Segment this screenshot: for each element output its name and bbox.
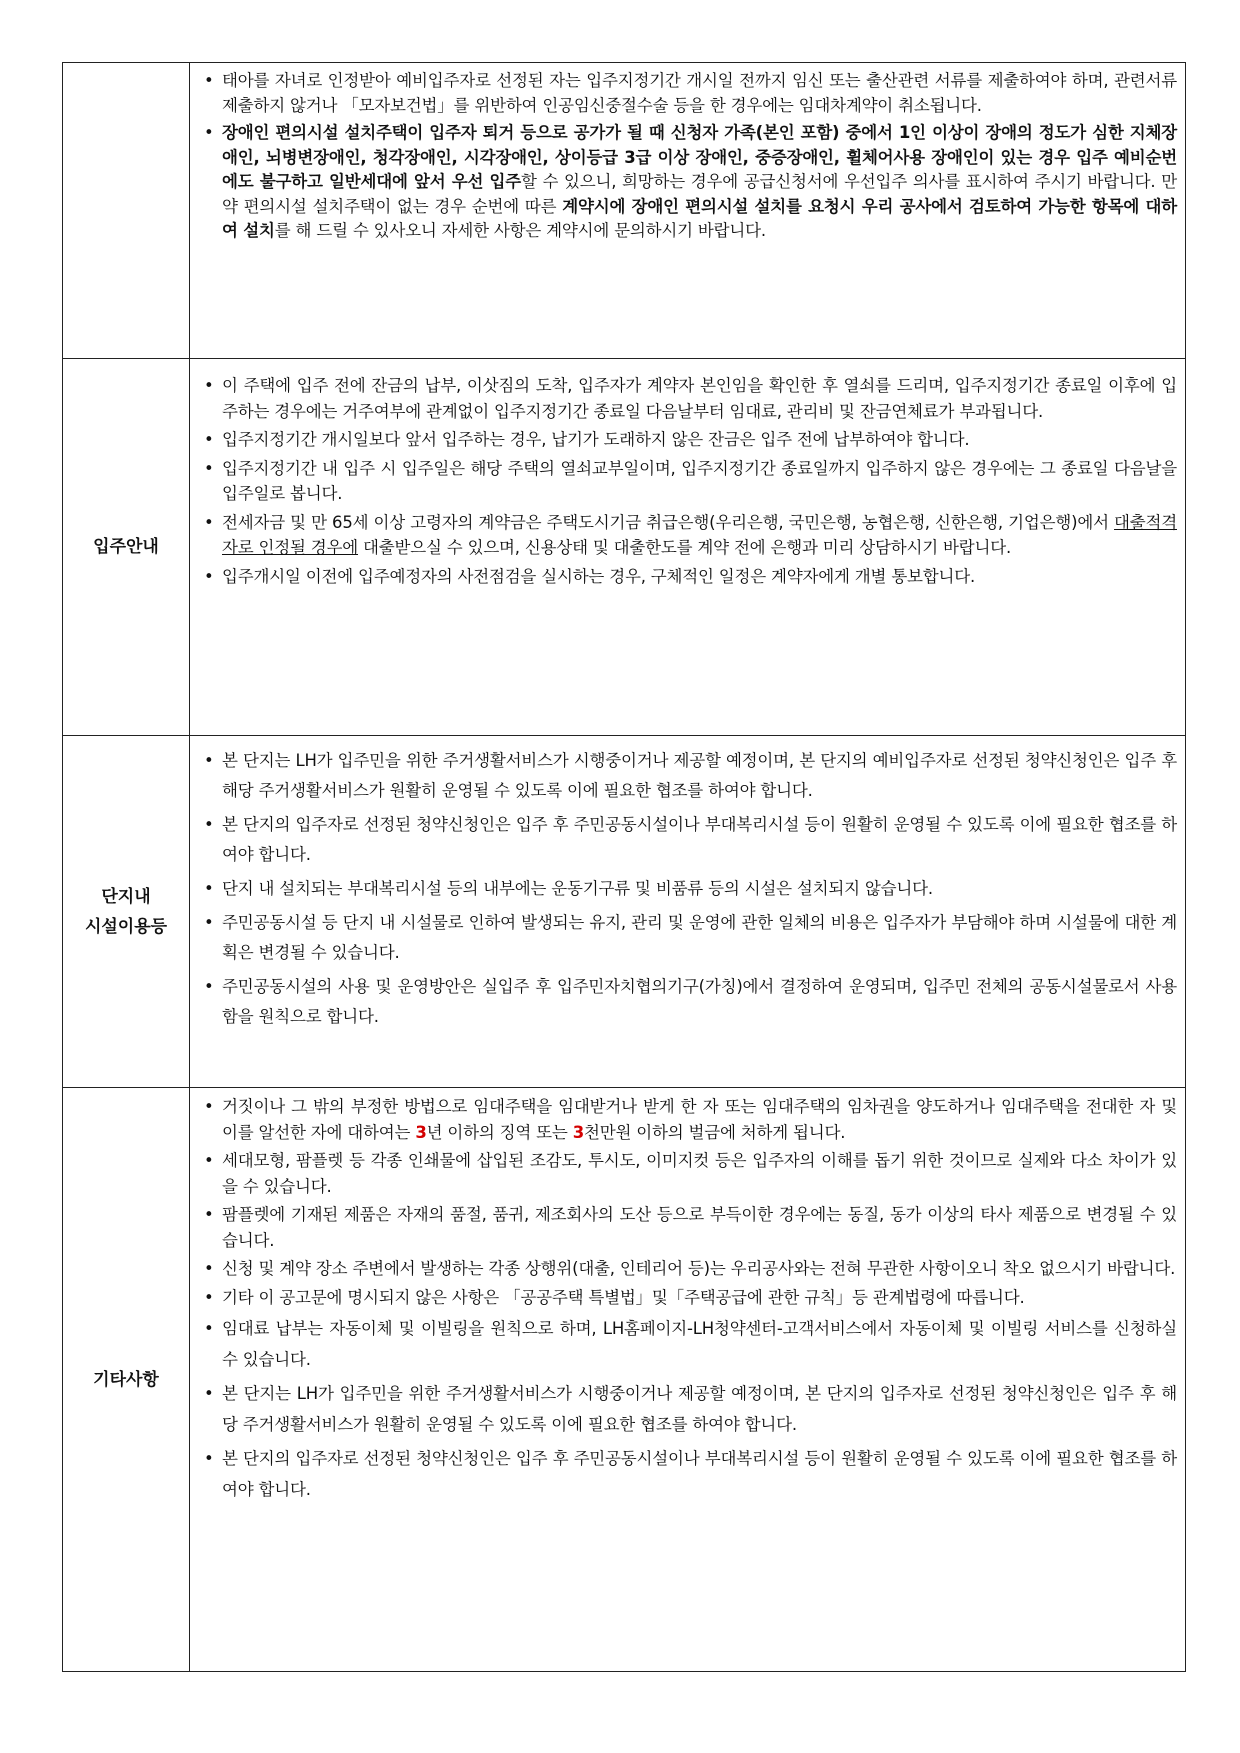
list-item [200, 1094, 1177, 1145]
list-item: • 기타 이 공고문에 명시되지 않은 사항은 「공공주택 특별법」및「주택공급에 관한 규칙」등 관계법령에 따릅니다. [200, 1285, 1177, 1311]
plain-text: 할 수 있으니, 희망하는 경우에 공급신청서에 우선입주 의사를 표시하여 주시기 바랍니다. 만약 편의시설 설치주택이 없는 경우 순번에 따른 [222, 172, 1177, 216]
list-item: • 입주지정기간 개시일보다 앞서 입주하는 경우, 납기가 도래하지 않은 잔금은 입주 전에 납부하여야 합니다. [200, 427, 1177, 453]
bold-text: 장애인 편의시설 설치주택이 입주자 퇴거 등으로 공가가 될 때 신청자 가족(본인 포함) 중에서 1인 이상이 장애의 정도가 심한 지체장애인, 뇌병변장애인, 청각장애인, 시각장애인, 상이등급 3급 이상 장애인, 중증장애인, 휠체어사용 장애인이 있는 경우 입주 예비순번에도 불구하고 일반세대에 앞서 우선 입주 [222, 123, 1177, 191]
label-line: 시설이용등 [84, 916, 168, 937]
list-item: • 임대료 납부는 자동이체 및 이빌링을 원칙으로 하며, LH홈페이지-LH청약센터-고객서비스에서 자동이체 및 이빌링 서비스를 신청하실 수 있습니다. [200, 1313, 1177, 1375]
row-content [190, 359, 1186, 736]
list-item [200, 121, 1177, 244]
list-item: • 본 단지는 LH가 입주민을 위한 주거생활서비스가 시행중이거나 제공할 예정이며, 본 단지의 입주자로 선정된 청약신청인은 입주 후 해당 주거생활서비스가 원활히 운영될 수 있도록 이에 필요한 협조를 하여야 합니다. [200, 1378, 1177, 1440]
list-item [200, 510, 1177, 561]
list-item: • 세대모형, 팜플렛 등 각종 인쇄물에 삽입된 조감도, 투시도, 이미지컷 등은 입주자의 이해를 돕기 위한 것이므로 실제와 다소 차이가 있을 수 있습니다. [200, 1148, 1177, 1199]
plain-text: 년 이하의 징역 또는 [426, 1122, 573, 1142]
list-item: • 본 단지는 LH가 입주민을 위한 주거생활서비스가 시행중이거나 제공할 예정이며, 본 단지의 예비입주자로 선정된 청약신청인은 입주 후 해당 주거생활서비스가 원활히 운영될 수 있도록 이에 필요한 협조를 하여야 합니다. [200, 746, 1177, 806]
row-label-facilities [63, 736, 190, 1088]
row-content [190, 1088, 1186, 1672]
notice-table [62, 62, 1186, 1672]
bullet-list [200, 1094, 1177, 1505]
list-item: • 본 단지의 입주자로 선정된 청약신청인은 입주 후 주민공동시설이나 부대복리시설 등이 원활히 운영될 수 있도록 이에 필요한 협조를 하여야 합니다. [200, 1443, 1177, 1505]
list-item: • 이 주택에 입주 전에 잔금의 납부, 이삿짐의 도착, 입주자가 계약자 본인임을 확인한 후 열쇠를 드리며, 입주지정기간 종료일 이후에 입주하는 경우에는 거주여부에 관계없이 입주지정기간 종료일 다음날부터 임대료, 관리비 및 잔금연체료가 부과됩니다. [200, 373, 1177, 424]
table-row [63, 359, 1186, 736]
list-item: • 신청 및 계약 장소 주변에서 발생하는 각종 상행위(대출, 인테리어 등)는 우리공사와는 전혀 무관한 사항이오니 착오 없으시기 바랍니다. [200, 1256, 1177, 1282]
table-row [63, 736, 1186, 1088]
plain-text: 대출받으실 수 있으며, 신용상태 및 대출한도를 계약 전에 은행과 미리 상담하시기 바랍니다. [358, 538, 1011, 557]
plain-text: 천만원 이하의 벌금에 처하게 됩니다. [583, 1122, 846, 1142]
list-item: • 단지 내 설치되는 부대복리시설 등의 내부에는 운동기구류 및 비품류 등의 시설은 설치되지 않습니다. [200, 874, 1177, 904]
label-line: 단지내 [101, 886, 151, 907]
plain-text: 를 해 드릴 수 있사오니 자세한 사항은 계약시에 문의하시기 바랍니다. [274, 221, 766, 240]
list-item: • 본 단지의 입주자로 선정된 청약신청인은 입주 후 주민공동시설이나 부대복리시설 등이 원활히 운영될 수 있도록 이에 필요한 협조를 하여야 합니다. [200, 810, 1177, 870]
row-label-misc: 기타사항 [63, 1088, 190, 1672]
list-item: • 입주지정기간 내 입주 시 입주일은 해당 주택의 열쇠교부일이며, 입주지정기간 종료일까지 입주하지 않은 경우에는 그 종료일 다음날을 입주일로 봅니다. [200, 456, 1177, 507]
list-item: • 팜플렛에 기재된 제품은 자재의 품절, 품귀, 제조회사의 도산 등으로 부득이한 경우에는 동질, 동가 이상의 타사 제품으로 변경될 수 있습니다. [200, 1202, 1177, 1253]
row-content [190, 736, 1186, 1088]
table-row [63, 63, 1186, 359]
table-row [63, 1088, 1186, 1672]
plain-text: 거짓이나 그 밖의 부정한 방법으로 임대주택을 임대받거나 받게 한 자 또는 임대주택의 임차권을 양도하거나 임대주택을 전대한 자 및 이를 알선한 자에 대하여는 [222, 1097, 1177, 1142]
list-item: • 태아를 자녀로 인정받아 예비입주자로 선정된 자는 입주지정기간 개시일 전까지 임신 또는 출산관련 서류를 제출하여야 하며, 관련서류 제출하지 않거나 「모자보건법」를 위반하여 인공임신중절수술 등을 한 경우에는 임대차계약이 취소됩니다. [200, 69, 1177, 118]
highlight-number: 3 [415, 1122, 427, 1142]
plain-text: 전세자금 및 만 65세 이상 고령자의 계약금은 주택도시기금 취급은행(우리은행, 국민은행, 농협은행, 신한은행, 기업은행)에서 [222, 512, 1115, 532]
underlined-text: 대출적격자로 인정될 경우에 [222, 512, 1177, 557]
list-item: • 주민공동시설 등 단지 내 시설물로 인하여 발생되는 유지, 관리 및 운영에 관한 일체의 비용은 입주자가 부담해야 하며 시설물에 대한 계획은 변경될 수 있습니다. [200, 908, 1177, 968]
list-item: • 입주개시일 이전에 입주예정자의 사전점검을 실시하는 경우, 구체적인 일정은 계약자에게 개별 통보합니다. [200, 564, 1177, 590]
row-label-empty [63, 63, 190, 359]
list-item: • 주민공동시설의 사용 및 운영방안은 실입주 후 입주민자치협의기구(가칭)에서 결정하여 운영되며, 입주민 전체의 공동시설물로서 사용함을 원칙으로 합니다. [200, 972, 1177, 1032]
row-label-move-in: 입주안내 [63, 359, 190, 736]
bullet-list [200, 746, 1177, 1032]
bullet-list [200, 373, 1177, 589]
row-content [190, 63, 1186, 359]
bold-text: 계약시에 장애인 편의시설 설치를 요청시 우리 공사에서 검토하여 가능한 항목에 대하여 설치 [222, 196, 1178, 240]
bullet-list [200, 69, 1177, 244]
highlight-number: 3 [572, 1122, 584, 1142]
